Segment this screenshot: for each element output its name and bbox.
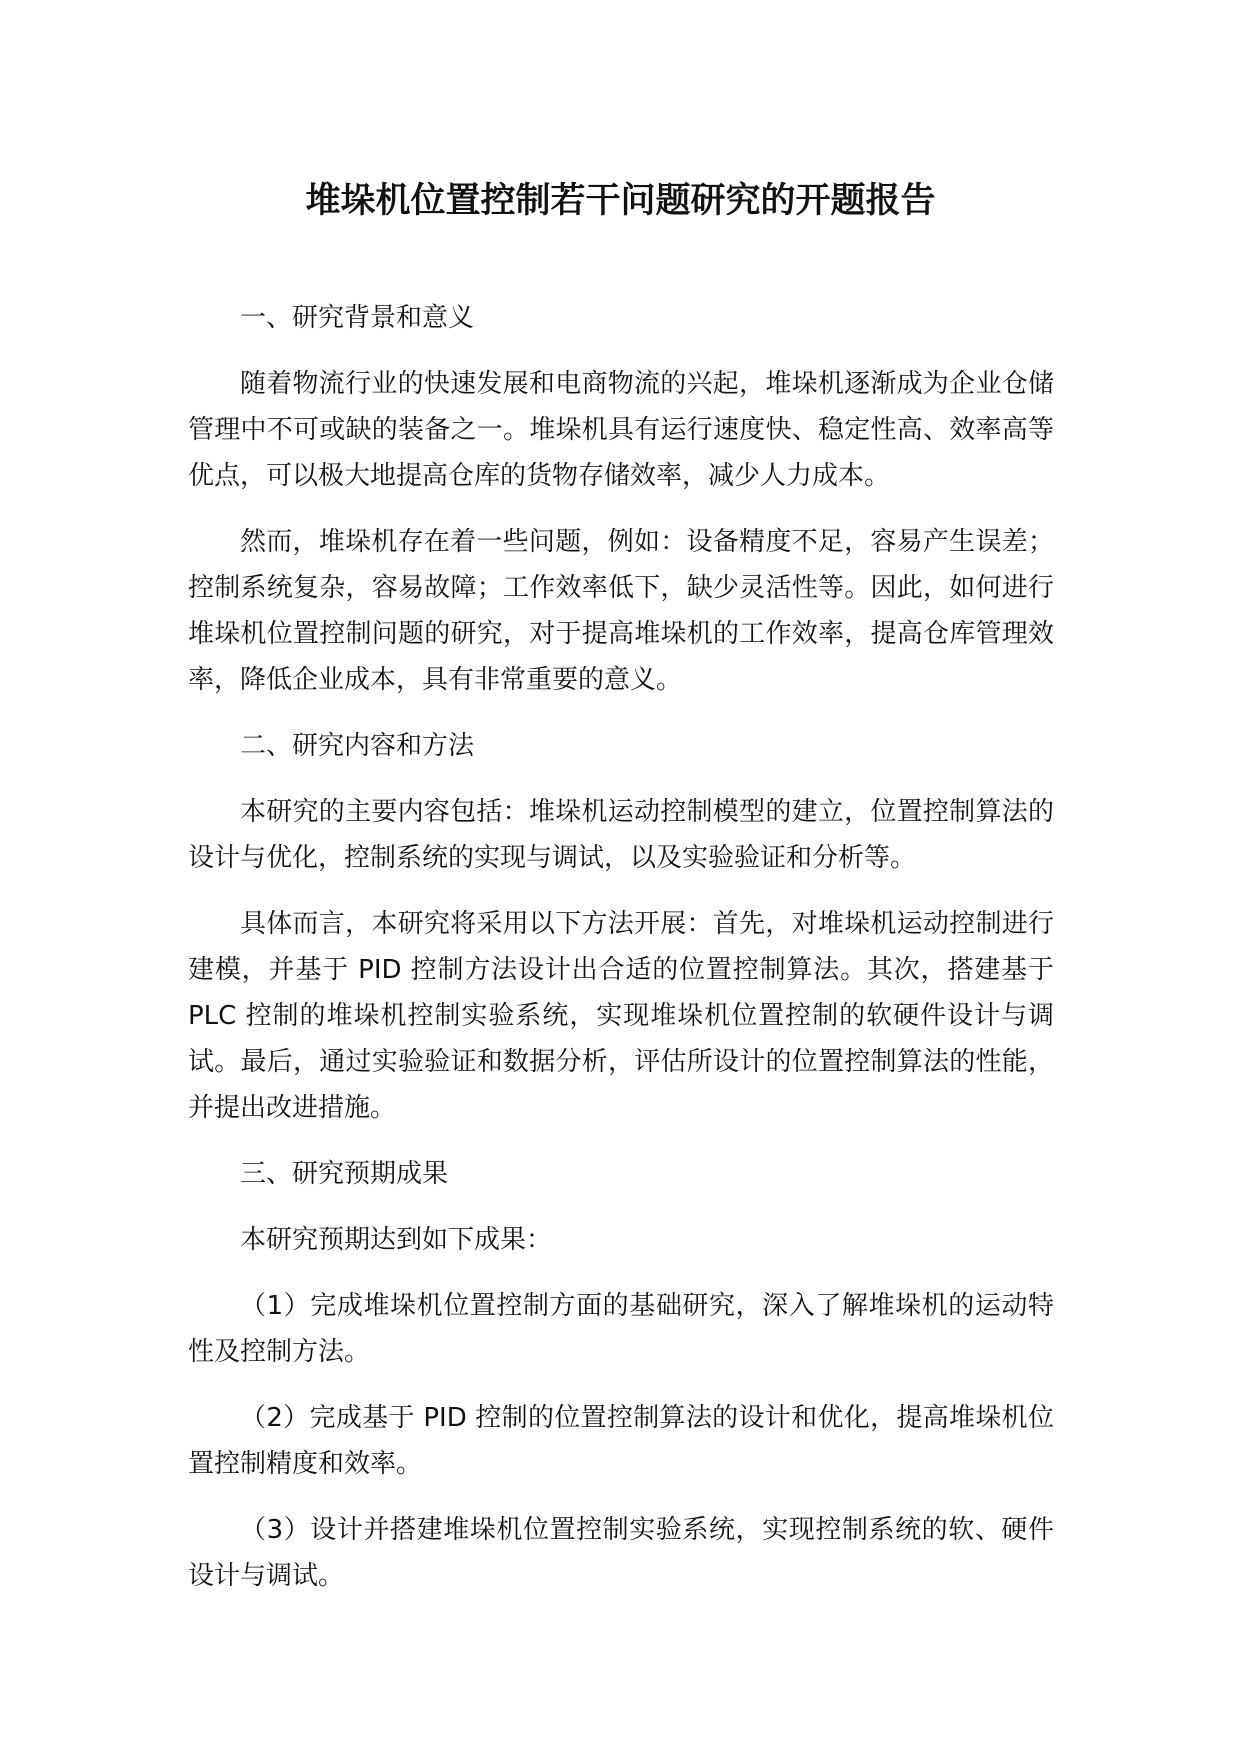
paragraph-content-2: 具体而言，本研究将采用以下方法开展：首先，对堆垛机运动控制进行建模，并基于 PID 控制方法设计出合适的位置控制算法。其次，搭建基于 PLC 控制的堆垛机控制实验系统，实现堆垛机位置控制的软硬件设计与调试。最后，通过实验验证和数据分析，评估所设计的位置控制算法的性能，并提出改进措施。 (188, 909, 1054, 1123)
paragraph-background-1: 随着物流行业的快速发展和电商物流的兴起，堆垛机逐渐成为企业仓储管理中不可或缺的装备之一。堆垛机具有运行速度快、稳定性高、效率高等优点，可以极大地提高仓库的货物存储效率，减少人力成本。 (188, 369, 1054, 491)
section-heading-3: 三、研究预期成果 (240, 1159, 449, 1189)
paragraph-results-intro: 本研究预期达到如下成果： (240, 1225, 553, 1255)
document-title: 堆垛机位置控制若干问题研究的开题报告 (305, 181, 936, 221)
result-item-2: （2）完成基于 PID 控制的位置控制算法的设计和优化，提高堆垛机位置控制精度和效率。 (188, 1403, 1054, 1479)
result-item-3: （3）设计并搭建堆垛机位置控制实验系统，实现控制系统的软、硬件设计与调试。 (188, 1515, 1054, 1591)
result-item-1: （1）完成堆垛机位置控制方面的基础研究，深入了解堆垛机的运动特性及控制方法。 (188, 1291, 1054, 1367)
paragraph-background-2: 然而，堆垛机存在着一些问题，例如：设备精度不足，容易产生误差；控制系统复杂，容易故障；工作效率低下，缺少灵活性等。因此，如何进行堆垛机位置控制问题的研究，对于提高堆垛机的工作效率，提高仓库管理效率，降低企业成本，具有非常重要的意义。 (188, 527, 1054, 695)
paragraph-content-1: 本研究的主要内容包括：堆垛机运动控制模型的建立，位置控制算法的设计与优化，控制系统的实现与调试，以及实验验证和分析等。 (188, 797, 1054, 873)
section-heading-2: 二、研究内容和方法 (240, 731, 475, 761)
document-body (188, 295, 1054, 1599)
section-heading-1: 一、研究背景和意义 (240, 303, 475, 333)
